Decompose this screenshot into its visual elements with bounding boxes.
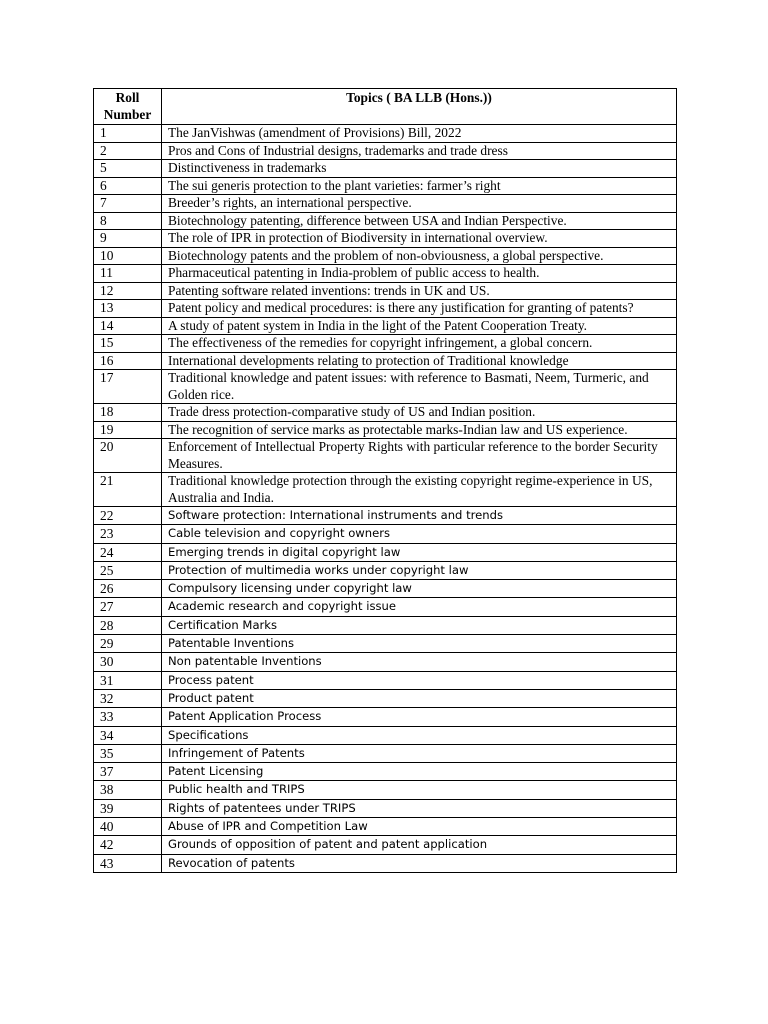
roll-number-cell: 33	[94, 708, 162, 726]
roll-number-cell: 21	[94, 473, 162, 507]
topic-cell: Biotechnology patenting, difference between USA and Indian Perspective.	[162, 212, 677, 230]
table-row	[94, 726, 677, 744]
table-row	[94, 653, 677, 671]
topic-cell: Breeder’s rights, an international perspective.	[162, 195, 677, 213]
table-row	[94, 473, 677, 507]
roll-number-cell: 42	[94, 836, 162, 854]
roll-number-cell: 32	[94, 689, 162, 707]
topic-cell: Patenting software related inventions: trends in UK and US.	[162, 282, 677, 300]
table-row	[94, 763, 677, 781]
topic-cell: Distinctiveness in trademarks	[162, 160, 677, 178]
roll-number-cell: 15	[94, 335, 162, 353]
roll-number-cell: 30	[94, 653, 162, 671]
topic-cell: A study of patent system in India in the light of the Patent Cooperation Treaty.	[162, 317, 677, 335]
table-body	[94, 125, 677, 873]
topic-cell: Non patentable Inventions	[162, 653, 677, 671]
topic-cell: The effectiveness of the remedies for copyright infringement, a global concern.	[162, 335, 677, 353]
topic-cell: Pros and Cons of Industrial designs, trademarks and trade dress	[162, 142, 677, 160]
table-row	[94, 265, 677, 283]
table-header-row	[94, 89, 677, 125]
topic-cell: Certification Marks	[162, 616, 677, 634]
topic-cell: Product patent	[162, 689, 677, 707]
table-row	[94, 708, 677, 726]
roll-number-cell: 12	[94, 282, 162, 300]
roll-number-cell: 9	[94, 230, 162, 248]
roll-number-cell: 43	[94, 854, 162, 872]
table-row	[94, 671, 677, 689]
roll-number-cell: 24	[94, 543, 162, 561]
roll-number-cell: 31	[94, 671, 162, 689]
roll-number-cell: 11	[94, 265, 162, 283]
table-row	[94, 177, 677, 195]
topic-cell: Patent Licensing	[162, 763, 677, 781]
table-row	[94, 300, 677, 318]
table-row	[94, 525, 677, 543]
roll-number-cell: 16	[94, 352, 162, 370]
roll-number-cell: 7	[94, 195, 162, 213]
topic-cell: The role of IPR in protection of Biodiversity in international overview.	[162, 230, 677, 248]
topic-cell: Rights of patentees under TRIPS	[162, 799, 677, 817]
roll-number-cell: 28	[94, 616, 162, 634]
roll-number-cell: 37	[94, 763, 162, 781]
table-row	[94, 799, 677, 817]
table-row	[94, 212, 677, 230]
table-row	[94, 370, 677, 404]
topic-cell: Patent Application Process	[162, 708, 677, 726]
table-row	[94, 335, 677, 353]
topic-cell: International developments relating to protection of Traditional knowledge	[162, 352, 677, 370]
table-row	[94, 598, 677, 616]
table-row	[94, 404, 677, 422]
roll-number-cell: 19	[94, 421, 162, 439]
roll-number-cell: 5	[94, 160, 162, 178]
roll-number-cell: 29	[94, 635, 162, 653]
topics-table	[93, 88, 677, 873]
table-row	[94, 160, 677, 178]
topic-cell: Traditional knowledge protection through the existing copyright regime-experience in US, Australia and India.	[162, 473, 677, 507]
roll-number-cell: 27	[94, 598, 162, 616]
table-row	[94, 635, 677, 653]
table-row	[94, 507, 677, 525]
table-row	[94, 616, 677, 634]
table-row	[94, 142, 677, 160]
table-row	[94, 543, 677, 561]
topic-cell: Abuse of IPR and Competition Law	[162, 818, 677, 836]
topic-cell: Academic research and copyright issue	[162, 598, 677, 616]
table-row	[94, 230, 677, 248]
topic-cell: The JanVishwas (amendment of Provisions) Bill, 2022	[162, 125, 677, 143]
topic-cell: Biotechnology patents and the problem of non-obviousness, a global perspective.	[162, 247, 677, 265]
roll-number-cell: 25	[94, 561, 162, 579]
table-row	[94, 247, 677, 265]
table-row	[94, 580, 677, 598]
topic-cell: Revocation of patents	[162, 854, 677, 872]
topic-cell: The sui generis protection to the plant varieties: farmer’s right	[162, 177, 677, 195]
topic-cell: Grounds of opposition of patent and patent application	[162, 836, 677, 854]
topic-cell: Specifications	[162, 726, 677, 744]
topic-cell: Infringement of Patents	[162, 744, 677, 762]
table-row	[94, 352, 677, 370]
table-row	[94, 561, 677, 579]
roll-number-cell: 2	[94, 142, 162, 160]
roll-number-cell: 13	[94, 300, 162, 318]
table-row	[94, 439, 677, 473]
topic-cell: Enforcement of Intellectual Property Rights with particular reference to the border Security Measures.	[162, 439, 677, 473]
table-row	[94, 125, 677, 143]
roll-number-cell: 35	[94, 744, 162, 762]
roll-number-cell: 34	[94, 726, 162, 744]
roll-number-cell: 39	[94, 799, 162, 817]
roll-number-cell: 14	[94, 317, 162, 335]
topic-cell: Compulsory licensing under copyright law	[162, 580, 677, 598]
roll-number-cell: 1	[94, 125, 162, 143]
topic-cell: Emerging trends in digital copyright law	[162, 543, 677, 561]
table-row	[94, 689, 677, 707]
roll-number-cell: 18	[94, 404, 162, 422]
roll-number-cell: 17	[94, 370, 162, 404]
roll-number-cell: 22	[94, 507, 162, 525]
topic-cell: Pharmaceutical patenting in India-problem of public access to health.	[162, 265, 677, 283]
topic-cell: Process patent	[162, 671, 677, 689]
table-row	[94, 818, 677, 836]
topic-cell: Patent policy and medical procedures: is there any justification for granting of patents?	[162, 300, 677, 318]
table-row	[94, 317, 677, 335]
table-row	[94, 195, 677, 213]
topic-cell: Cable television and copyright owners	[162, 525, 677, 543]
table-row	[94, 854, 677, 872]
roll-number-header: Roll Number	[94, 89, 162, 125]
table-row	[94, 421, 677, 439]
topic-cell: Trade dress protection-comparative study of US and Indian position.	[162, 404, 677, 422]
roll-number-cell: 10	[94, 247, 162, 265]
roll-number-cell: 26	[94, 580, 162, 598]
table-row	[94, 836, 677, 854]
table-row	[94, 282, 677, 300]
topic-cell: The recognition of service marks as protectable marks-Indian law and US experience.	[162, 421, 677, 439]
roll-number-cell: 40	[94, 818, 162, 836]
table-row	[94, 781, 677, 799]
roll-number-cell: 38	[94, 781, 162, 799]
topic-cell: Traditional knowledge and patent issues: with reference to Basmati, Neem, Turmeric, and Golden rice.	[162, 370, 677, 404]
roll-number-cell: 8	[94, 212, 162, 230]
roll-number-cell: 23	[94, 525, 162, 543]
roll-number-cell: 6	[94, 177, 162, 195]
roll-number-cell: 20	[94, 439, 162, 473]
topic-cell: Public health and TRIPS	[162, 781, 677, 799]
topic-cell: Software protection: International instruments and trends	[162, 507, 677, 525]
topic-cell: Patentable Inventions	[162, 635, 677, 653]
topic-cell: Protection of multimedia works under copyright law	[162, 561, 677, 579]
table-row	[94, 744, 677, 762]
topics-header: Topics ( BA LLB (Hons.))	[162, 89, 677, 125]
